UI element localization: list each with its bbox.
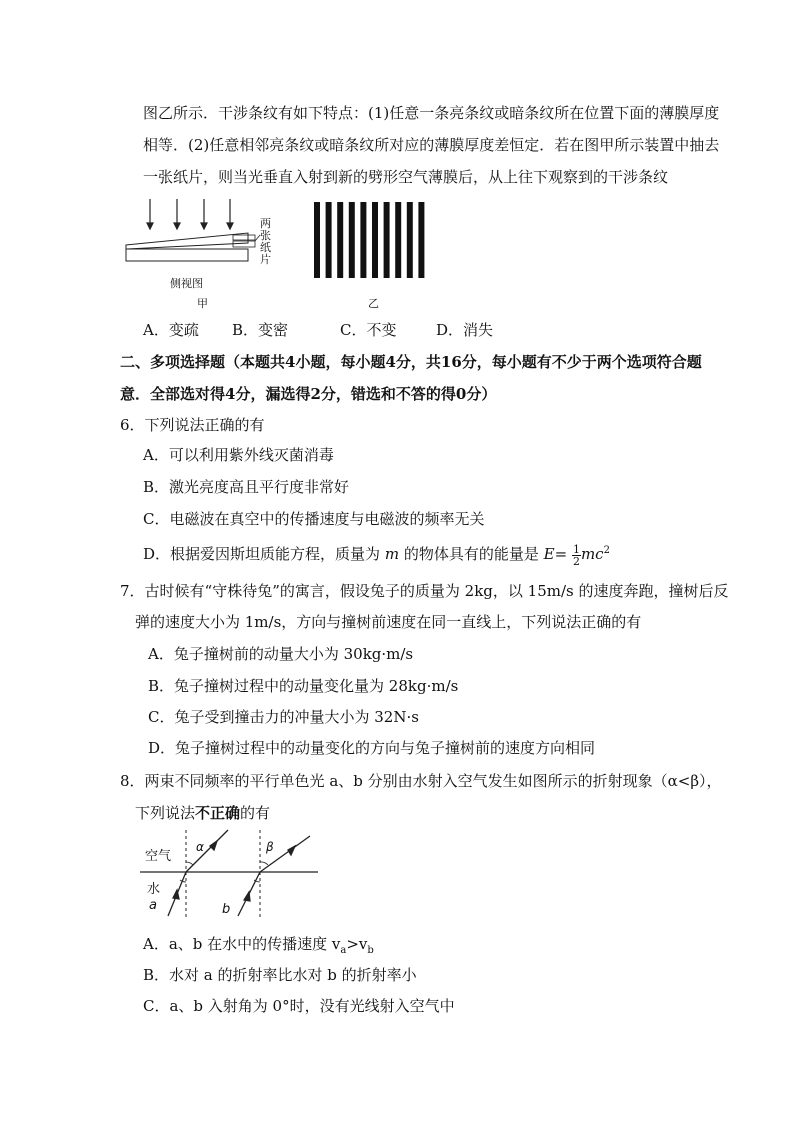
fringe-stripe: [418, 202, 424, 278]
section2-header-line2: 意．全部选对得4分，漏选得2分，错选和不答的得0分）: [120, 385, 497, 403]
fringe-stripe: [395, 202, 401, 278]
incident-light-arrows: [147, 199, 233, 229]
fringe-stripe: [326, 202, 332, 278]
side-view-caption: 侧视图: [170, 277, 203, 290]
label-ray-b: b: [222, 902, 231, 917]
q6-stem: 6．下列说法正确的有: [120, 416, 265, 434]
fringe-stripe: [372, 202, 378, 278]
q6-option-a: A．可以利用紫外线灭菌消毒: [143, 446, 334, 464]
label-air: 空气: [145, 849, 172, 864]
label-beta: β: [266, 840, 274, 854]
q6-option-b: B．激光亮度高且平行度非常好: [143, 478, 350, 496]
paper-strip-1: [233, 235, 255, 240]
paper-label: 两 张 纸 片: [260, 217, 271, 266]
fringe-stripe: [337, 202, 343, 278]
ray-b: [238, 836, 310, 916]
q7-option-c: C．兔子受到撞击力的冲量大小为 32N·s: [148, 708, 419, 726]
q5-option-a: A．变疏: [143, 321, 199, 339]
section2-header-line1: 二、多项选择题（本题共4小题，每小题4分，共16分，每小题有不少于两个选项符合题: [120, 353, 702, 371]
top-glass-plate: [126, 233, 248, 249]
q5-option-c: C．不变: [340, 321, 397, 339]
q5-stem-line2: 相等．(2)任意相邻亮条纹或暗条纹所对应的薄膜厚度差恒定．若在图甲所示装置中抽去: [143, 136, 720, 154]
fringe-stripe: [349, 202, 355, 278]
q8-stem-line2: 下列说法不正确的有: [135, 804, 271, 822]
interference-fringes: [312, 200, 432, 280]
q5-option-d: D．消失: [436, 321, 494, 339]
q5-option-b: B．变密: [232, 321, 289, 339]
fringe-stripe: [314, 202, 320, 278]
q7-option-b: B．兔子撞树过程中的动量变化量为 28kg·m/s: [148, 677, 459, 695]
q7-stem-line2: 弹的速度大小为 1m/s，方向与撞树前速度在同一直线上，下列说法正确的有: [135, 613, 642, 631]
q7-option-a: A．兔子撞树前的动量大小为 30kg·m/s: [148, 645, 414, 663]
q7-option-d: D．兔子撞树过程中的动量变化的方向与兔子撞树前的速度方向相同: [148, 739, 596, 757]
fringe-stripe: [384, 202, 390, 278]
q6-option-c: C．电磁波在真空中的传播速度与电磁波的频率无关: [143, 510, 485, 528]
figure-yi-caption: 乙: [368, 297, 379, 310]
fraction-one-half: $\frac{1}{2}$: [572, 542, 580, 568]
fringe-stripe: [407, 202, 413, 278]
fringe-stripe: [360, 202, 366, 278]
q7-stem-line1: 7．古时候有“守株待兔”的寓言，假设兔子的质量为 2kg，以 15m/s 的速度奔跑，撞树后反: [120, 582, 729, 600]
label-water: 水: [147, 882, 161, 897]
q6-option-d: D．根据爱因斯坦质能方程，质量为 m 的物体具有的能量是 E= $\frac{1}{2}$ $mc^2$: [143, 542, 610, 568]
label-alpha: α: [196, 840, 204, 854]
q5-stem-line3: 一张纸片，则当光垂直入射到新的劈形空气薄膜后，从上往下观察到的干涉条纹: [143, 168, 669, 186]
figure-jia-caption: 甲: [197, 297, 208, 310]
bottom-glass-plate: [126, 249, 248, 261]
q8-option-a: A．a、b 在水中的传播速度 $v_a>v_b$: [143, 935, 374, 956]
q8-option-b: B．水对 a 的折射率比水对 b 的折射率小: [143, 966, 417, 984]
label-ray-a: a: [149, 898, 157, 913]
q5-stem-line1: 图乙所示．干涉条纹有如下特点：(1)任意一条亮条纹或暗条纹所在位置下面的薄膜厚度: [143, 104, 720, 122]
q8-option-c: C．a、b 入射角为 0°时，没有光线射入空气中: [143, 997, 455, 1015]
q8-stem-line1: 8．两束不同频率的平行单色光 a、b 分别由水射入空气发生如图所示的折射现象（α<β），: [120, 772, 722, 790]
